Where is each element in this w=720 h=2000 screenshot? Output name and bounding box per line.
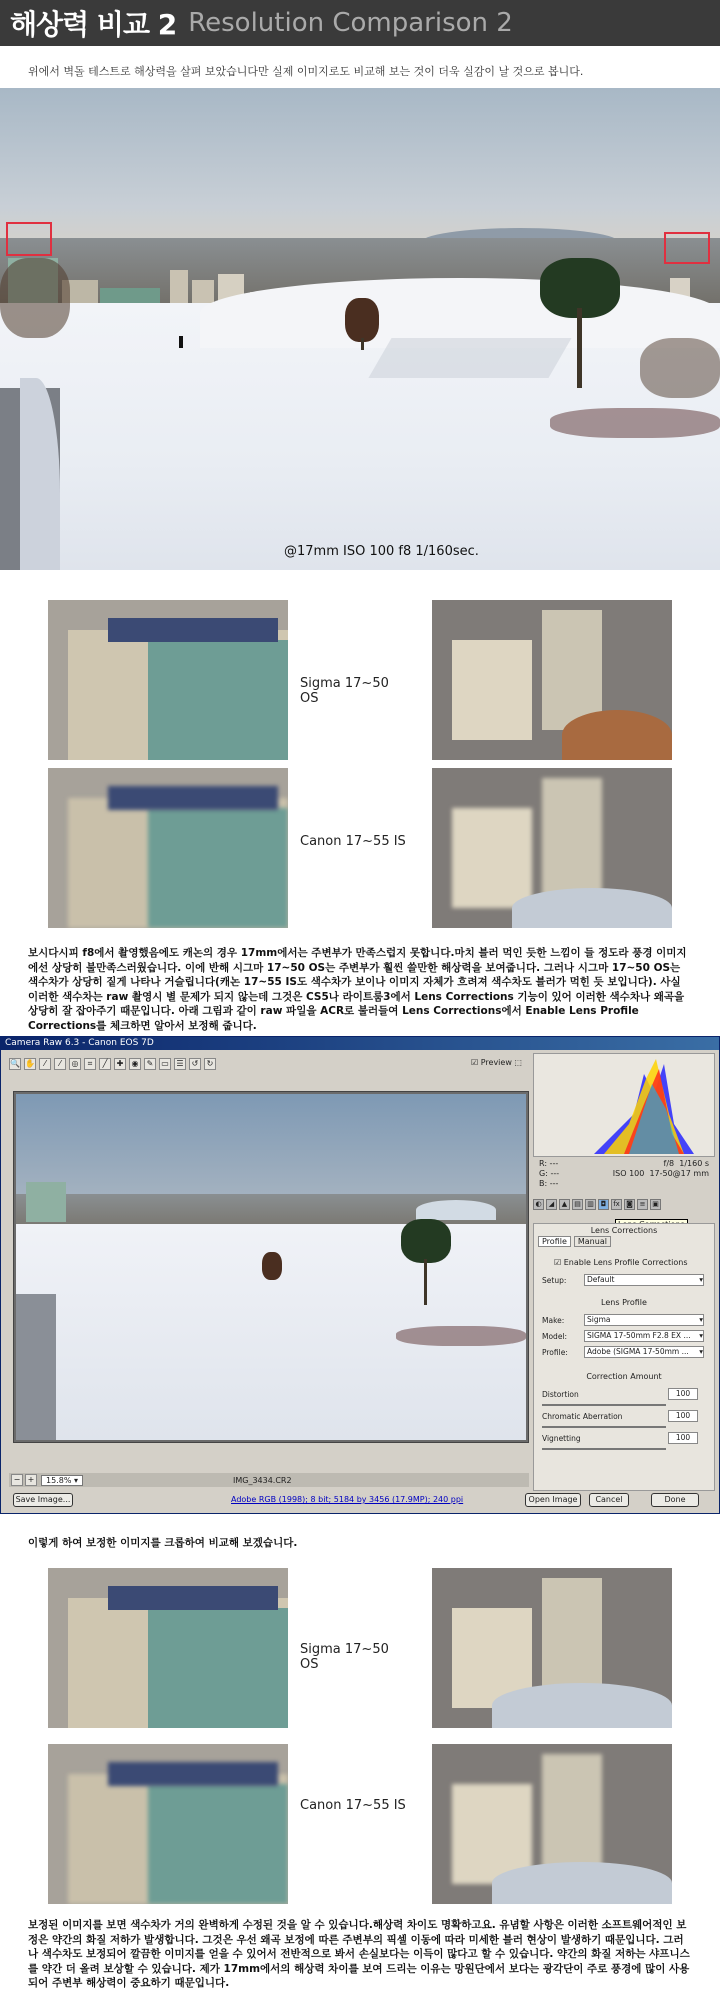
chevron-down-icon: ▾ — [699, 1331, 703, 1340]
bare-trees — [640, 338, 720, 398]
crop-label: Canon 17~55 IS — [300, 1798, 406, 1813]
crop-label: Sigma 17~50 OS — [300, 676, 389, 706]
crop-marker-right — [664, 232, 710, 264]
crop-label: Canon 17~55 IS — [300, 834, 406, 849]
zoom-out-icon[interactable]: − — [11, 1474, 23, 1486]
preferences-icon[interactable]: ☰ — [174, 1058, 186, 1070]
toolbar — [9, 1056, 529, 1072]
lens-corrections-panel — [533, 1223, 715, 1491]
straighten-icon[interactable]: ╱ — [99, 1058, 111, 1070]
chevron-down-icon: ▾ — [699, 1347, 703, 1356]
zoom-value: 15.8% — [46, 1475, 72, 1485]
white-balance-icon[interactable]: ⁄ — [39, 1058, 51, 1070]
shutter-speed: 1/160 s — [679, 1159, 709, 1168]
preview-image — [16, 1094, 526, 1440]
zoom-select[interactable]: 15.8% ▾ — [41, 1475, 83, 1486]
histogram-graph — [534, 1054, 714, 1156]
presets-tab-icon[interactable]: ≡ — [637, 1199, 648, 1210]
make-value: Sigma — [587, 1315, 611, 1324]
detail-tab-icon[interactable]: ▲ — [559, 1199, 570, 1210]
red-readout: R: --- — [539, 1159, 559, 1168]
crop-marker-left — [6, 222, 52, 256]
setup-select[interactable] — [584, 1274, 704, 1286]
distortion-value[interactable]: 100 — [668, 1388, 698, 1400]
crop-canon-left-corrected — [48, 1744, 288, 1904]
model-label: Model: — [542, 1332, 568, 1341]
histogram — [533, 1053, 715, 1157]
tab-manual[interactable]: Manual — [574, 1236, 611, 1247]
hsl-tab-icon[interactable]: ▤ — [572, 1199, 583, 1210]
split-toning-tab-icon[interactable]: ▥ — [585, 1199, 596, 1210]
crop-canon-right-corrected — [432, 1744, 672, 1904]
tab-profile[interactable]: Profile — [538, 1236, 571, 1247]
photo-caption: @17mm ISO 100 f8 1/160sec. — [284, 544, 479, 559]
green-readout: G: --- — [539, 1169, 560, 1178]
graduated-filter-icon[interactable]: ▭ — [159, 1058, 171, 1070]
save-image-button[interactable]: Save Image... — [13, 1493, 73, 1507]
title-english: Resolution Comparison 2 — [188, 8, 513, 38]
image-canvas[interactable] — [13, 1091, 529, 1443]
bare-trees — [0, 258, 70, 338]
panel-tabs — [533, 1199, 715, 1213]
person — [179, 336, 183, 348]
basic-tab-icon[interactable]: ◐ — [533, 1199, 544, 1210]
target-adjust-icon[interactable]: ◎ — [69, 1058, 81, 1070]
pine-trunk — [577, 308, 582, 388]
lens-profile-heading: Lens Profile — [601, 1298, 647, 1307]
chromatic-aberration-label: Chromatic Aberration — [542, 1412, 623, 1421]
make-label: Make: — [542, 1316, 565, 1325]
rotate-right-icon[interactable]: ↻ — [204, 1058, 216, 1070]
tree-shadows — [368, 338, 571, 378]
chromatic-aberration-value[interactable]: 100 — [668, 1410, 698, 1422]
window-title: Camera Raw 6.3 - Canon EOS 7D — [1, 1037, 719, 1050]
status-bar — [9, 1473, 529, 1487]
model-select[interactable] — [584, 1330, 704, 1342]
color-sampler-icon[interactable]: ⁄ — [54, 1058, 66, 1070]
sky — [0, 88, 720, 258]
make-select[interactable] — [584, 1314, 704, 1326]
page-header — [0, 0, 720, 46]
crop-sigma-left — [48, 600, 288, 760]
profile-select[interactable] — [584, 1346, 704, 1358]
spot-removal-icon[interactable]: ✚ — [114, 1058, 126, 1070]
intro-text: 위에서 벽돌 테스트로 해상력을 살펴 보았습니다만 실제 이미지로도 비교해 보는 것이 더욱 실감이 날 것으로 봅니다. — [28, 65, 584, 78]
snapshots-tab-icon[interactable]: ▣ — [650, 1199, 661, 1210]
distortion-slider[interactable] — [542, 1404, 666, 1406]
crop-sigma-right — [432, 600, 672, 760]
enable-profile-label: Enable Lens Profile Corrections — [563, 1258, 688, 1267]
paragraph-2: 이렇게 하여 보정한 이미지를 크롭하여 비교해 보겠습니다. — [28, 1537, 298, 1549]
vignetting-slider[interactable] — [542, 1448, 666, 1450]
chevron-down-icon: ▾ — [699, 1275, 703, 1284]
open-image-button[interactable]: Open Image — [525, 1493, 581, 1507]
panel-heading: Lens Corrections — [590, 1226, 658, 1235]
aperture: f/8 — [663, 1159, 675, 1168]
camera-raw-window — [0, 1036, 720, 1514]
zoom-icon[interactable]: 🔍 — [10, 1059, 20, 1068]
crop-label: Sigma 17~50 OS — [300, 1642, 389, 1672]
enable-profile-checkbox[interactable]: ☑ Enable Lens Profile Corrections — [554, 1258, 688, 1267]
exif-readout — [539, 1159, 709, 1189]
zoom-in-icon[interactable]: + — [25, 1474, 37, 1486]
paragraph-3: 보정된 이미지를 보면 색수차가 거의 완벽하게 수정된 것을 알 수 있습니다.해상력 차이도 명확하고요. 유념할 사항은 이러한 소프트웨어적인 보정은 약간의 화질 저하가 발생합니다. 그것은 우선 왜곡 보정에 따른 주변부의 픽셀 이동에 따라 미세한 블러 현상이 발생하기 때문입니다. 그러나 색수차도 보정되어 깔끔한 이미지를 얻을 수 있어서 전반적으로 봐서 손실보다는 이득이 많다고 할 수 있습니다. 약간의 화질 저하는 샤프니스를 약간 더 올려 보상할 수 있습니다. 제가 17mm에서의 해상력 차이를 보여 드리는 이유는 망원단에서 보다는 광각단이 주로 풍경에 많이 사용되어 주변부 해상력이 중요하기 때문입니다. — [28, 1919, 690, 1989]
chromatic-aberration-slider[interactable] — [542, 1426, 666, 1428]
crop-sigma-right-corrected — [432, 1568, 672, 1728]
blue-readout: B: --- — [539, 1179, 559, 1188]
lens-corrections-tab-icon[interactable]: ◘ — [598, 1199, 609, 1210]
vignetting-label: Vignetting — [542, 1434, 581, 1443]
shrubs — [550, 408, 720, 438]
preview-label: Preview — [480, 1058, 512, 1067]
preview-checkbox[interactable]: ☑ Preview ⬚ — [471, 1058, 522, 1067]
right-panel — [533, 1053, 715, 1493]
tone-curve-tab-icon[interactable]: ◢ — [546, 1199, 557, 1210]
workflow-options-link[interactable]: Adobe RGB (1998); 8 bit; 5184 by 3456 (17.9MP); 240 ppi — [231, 1495, 464, 1504]
landscape-photo — [0, 88, 720, 570]
adjustment-brush-icon[interactable]: ✎ — [144, 1058, 156, 1070]
cancel-button[interactable]: Cancel — [589, 1493, 629, 1507]
title-korean: 해상력 비교 2 — [10, 8, 177, 41]
camera-calibration-tab-icon[interactable]: ◙ — [624, 1199, 635, 1210]
setup-value: Default — [587, 1275, 615, 1284]
effects-tab-icon[interactable]: fx — [611, 1199, 622, 1210]
profile-value: Adobe (SIGMA 17-50mm ... — [587, 1347, 689, 1356]
done-button[interactable]: Done — [651, 1493, 699, 1507]
correction-amount-heading: Correction Amount — [586, 1372, 662, 1381]
crop-icon[interactable]: ⌗ — [84, 1058, 96, 1070]
filename: IMG_3434.CR2 — [232, 1475, 292, 1485]
chevron-down-icon: ▾ — [699, 1315, 703, 1324]
round-tree — [345, 298, 379, 342]
vignetting-value[interactable]: 100 — [668, 1432, 698, 1444]
crop-sigma-left-corrected — [48, 1568, 288, 1728]
crop-canon-right — [432, 768, 672, 928]
iso: ISO 100 — [612, 1169, 645, 1178]
hand-icon[interactable]: ✋ — [25, 1059, 35, 1068]
tree-trunk — [361, 338, 364, 350]
lens-info: 17-50@17 mm — [649, 1169, 709, 1178]
distortion-label: Distortion — [542, 1390, 579, 1399]
model-value: SIGMA 17-50mm F2.8 EX ... — [587, 1331, 691, 1340]
setup-label: Setup: — [542, 1276, 567, 1285]
crop-canon-left — [48, 768, 288, 928]
rotate-left-icon[interactable]: ↺ — [189, 1058, 201, 1070]
red-eye-icon[interactable]: ◉ — [129, 1058, 141, 1070]
profile-label: Profile: — [542, 1348, 568, 1357]
paragraph-1: 보시다시피 f8에서 촬영했음에도 캐논의 경우 17mm에서는 주변부가 만족스럽지 못합니다.마치 블러 먹인 듯한 느낌이 들 정도라 풍경 이미지에선 상당히 불만족스러웠습니다. 이에 반해 시그마 17~50 OS는 주변부가 훨씬 쓸만한 해상력을 보여줍니다. 그러나 시그마 17~50 OS는 색수차가 상당히 짙게 나타나 거슬립니다(캐논 17~55 IS도 색수차가 보이나 이미지 자체가 흐려져 색수차도 블러가 먹힌 듯 보입니다). 사실 이러한 색수차는 raw 촬영시 별 문제가 되지 않는데 그것은 CS5나 라이트룸3에서 Lens Corrections 기능이 있어 이러한 색수차나 왜곡을 상당히 잘 잡아주기 때문입니다. 아래 그림과 같이 raw 파일을 ACR로 불러들여 Lens Corrections에서 Enable Lens Profile Corrections를 체크하면 알아서 보정해 줍니다. — [28, 947, 687, 1032]
